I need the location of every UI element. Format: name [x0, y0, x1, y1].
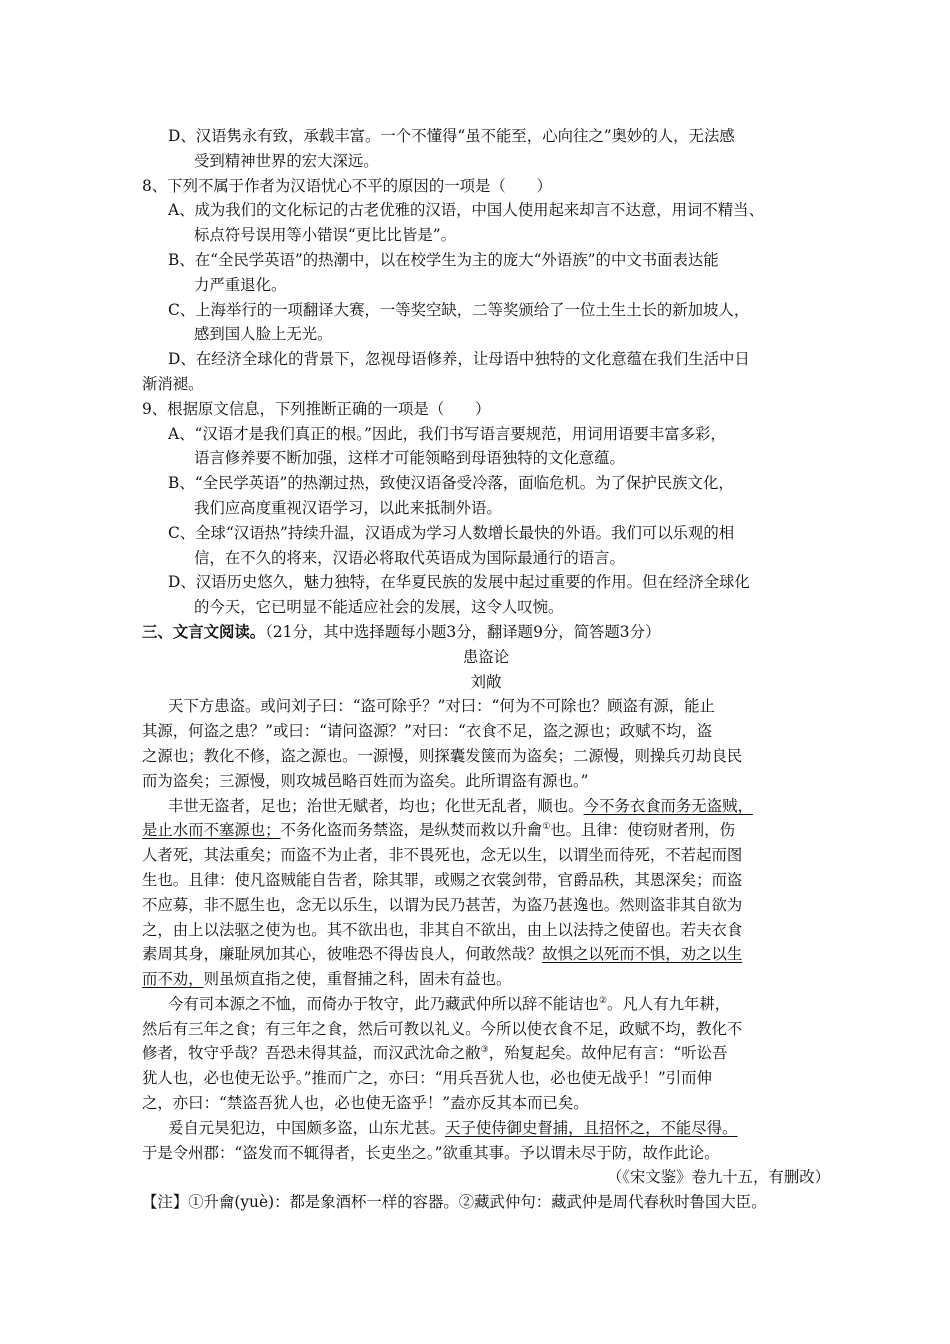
- q8-option-d-line1: D、在经济全球化的背景下，忽视母语修养，让母语中独特的文化意蕴在我们生活中日: [168, 350, 750, 369]
- q9-stem: 9、根据原文信息，下列推断正确的一项是（ ）: [142, 399, 491, 418]
- footnote-marker-3: ③: [480, 1045, 489, 1056]
- q7-option-d-line2: 受到精神世界的宏大深远。: [194, 151, 379, 170]
- underlined-sentence-2a: 故惧之以死而不惧，劝之以生: [542, 945, 743, 964]
- passage-text: 今有司本源之不恤，而倚办于牧守，此乃藏武仲所以辞不能诘也: [168, 994, 599, 1013]
- passage-text: 则虽烦直指之使，重督捕之科，固未有益也。: [203, 970, 512, 989]
- footnote-label: 【注】: [142, 1193, 189, 1212]
- q8-stem: 8、下列不属于作者为汉语忧心不平的原因的一项是（ ）: [142, 176, 552, 195]
- q8-option-a-line1: A、成为我们的文化标记的古老优雅的汉语，中国人使用起来却言不达意，用词不精当、: [168, 201, 764, 220]
- section-3-heading-row: [142, 620, 830, 645]
- footnote-marker-2: ②: [598, 995, 608, 1006]
- passage-p2-line8: [142, 967, 830, 992]
- passage-text: 。凡人有九年耕，: [607, 994, 731, 1013]
- q8-option-b-line2: 力严重退化。: [194, 275, 287, 294]
- passage-p3-line5: 之，亦曰：“禁盗吾犹人也，必也使无盗乎！”盍亦反其本而已矣。: [142, 1094, 589, 1113]
- passage-p4-line1: [142, 1116, 830, 1141]
- document-body: [142, 124, 830, 1215]
- passage-text: 爰自元昊犯边，中国颇多盗，山东尤甚。: [168, 1118, 446, 1137]
- footnote-text: ①升龠(yuè)：都是象酒杯一样的容器。②藏武仲句：藏武仲是周代春秋时鲁国大臣。: [188, 1193, 767, 1212]
- underlined-sentence-2b: 而不劝，: [142, 970, 204, 989]
- section-3-heading: 三、文言文阅读。: [142, 622, 266, 641]
- passage-text: ，殆复起矣。故仲尼有言：“听讼吾: [488, 1044, 728, 1063]
- passage-author: 刘敞: [470, 672, 502, 691]
- underlined-sentence-3: 天子使侍御史督捕，且招怀之，不能尽得。: [445, 1118, 738, 1137]
- passage-p2-line6: 之，由上以法驱之使为也。其不欲出也，非其自不欲出，由上以法持之使留也。若夫衣食: [142, 920, 743, 939]
- q9-option-c-line1: C、全球“汉语热”持续升温，汉语成为学习人数增长最快的外语。我们可以乐观的相: [168, 523, 735, 542]
- passage-p2-line4: 生也。且律：使凡盗贼能自告者，除其罪，或赐之衣裳剑带，官爵品秩，其恩深矣；而盗: [142, 870, 743, 889]
- footnote-row: [142, 1190, 830, 1215]
- section-3-score-note: （21分，其中选择题每小题3分，翻译题9分，简答题3分）: [265, 622, 661, 641]
- passage-p4-line2: 于是令州郡：“盗发而不辄得者，长吏坐之。”欲重其事。予以谓未尽于防，故作此论。: [142, 1143, 720, 1162]
- q9-option-b-line2: 我们应高度重视汉语学习，以此来抵制外语。: [194, 498, 502, 517]
- underlined-sentence-1a: 今不务衣食而务无盗贼，: [583, 796, 753, 815]
- passage-text: 素周其身，廉耻夙加其心，彼唯恐不得齿良人，何敢然哉？: [142, 945, 543, 964]
- passage-source: （《宋文鉴》卷九十五，有删改）: [606, 1168, 830, 1187]
- passage-p1-line1: 天下方患盗。或问刘子曰：“盗可除乎？”对曰：“何为不可除也？顾盗有源，能止: [168, 697, 715, 716]
- q9-option-d-line1: D、汉语历史悠久，魅力独特，在华夏民族的发展中起过重要的作用。但在经济全球化: [168, 573, 750, 592]
- underlined-sentence-1b: 是止水而不塞源也；: [142, 821, 281, 840]
- passage-p2-line7: [142, 942, 830, 967]
- passage-p2-line2: [142, 818, 830, 843]
- footnote-marker-1: ①: [542, 822, 551, 833]
- passage-text: 不务化盗而务禁盗，是纵焚而救以升龠: [280, 821, 543, 840]
- q8-option-c-line1: C、上海举行的一项翻译大赛，一等奖空缺，二等奖颁给了一位土生土长的新加坡人，: [168, 300, 750, 319]
- passage-p1-line2: 其源，何盗之患？”或曰：“请问盗源？”对曰：“衣食不足，盗之源也；政赋不均，盗: [142, 722, 713, 741]
- q9-option-c-line2: 信，在不久的将来，汉语必将取代英语成为国际最通行的语言。: [194, 548, 625, 567]
- q8-option-a-line2: 标点符号误用等小错误“更比比皆是”。: [194, 226, 456, 245]
- passage-p2-line5: 不应募，非不愿生也，念无以乐生，以谓为民乃甚苦，为盗乃甚逸也。然则盗非其自欲为: [142, 895, 743, 914]
- q7-option-d-line1: D、汉语隽永有致，承载丰富。一个不懂得“虽不能至，心向往之”奥妙的人，无法感: [168, 127, 735, 145]
- passage-p2-line3: 人者死，其法重矣；而盗不为止者，非不畏死也，念无以生，以谓坐而待死，不若起而图: [142, 846, 743, 865]
- passage-text: 丰世无盗者，足也；治世无赋者，均也；化世无乱者，顺也。: [168, 796, 584, 815]
- q8-option-d-line2: 渐消褪。: [142, 374, 204, 393]
- passage-p3-line2: 然后有三年之食；有三年之食，然后可教以礼义。今所以使衣食不足，政赋不均，教化不: [142, 1019, 743, 1038]
- passage-p3-line4: 犹人也，必也使无讼乎。”推而广之，亦曰：“用兵吾犹人也，必也使无战乎！”引而伸: [142, 1069, 712, 1088]
- passage-p2-line1: [142, 794, 830, 819]
- q9-option-a-line1: A、“汉语才是我们真正的根。”因此，我们书写语言要规范，用词用语要丰富多彩，: [168, 424, 726, 443]
- q8-option-c-line2: 感到国人脸上无光。: [194, 325, 333, 344]
- passage-p1-line3: 之源也；教化不修，盗之源也。一源慢，则探囊发箧而为盗矣；二源慢，则操兵刃劫良民: [142, 746, 743, 765]
- q8-option-b-line1: B、在“全民学英语”的热潮中，以在校学生为主的庞大“外语族”的中文书面表达能: [168, 250, 719, 269]
- passage-p1-line4: 而为盗矣；三源慢，则攻城邑略百姓而为盗矣。此所谓盗有源也。”: [142, 771, 589, 790]
- q9-option-a-line2: 语言修养要不断加强，这样才可能领略到母语独特的文化意蕴。: [194, 449, 625, 468]
- passage-p3-line1: [142, 992, 830, 1017]
- q9-option-b-line1: B、“全民学英语”的热潮过热，致使汉语备受冷落，面临危机。为了保护民族文化，: [168, 474, 734, 493]
- passage-text: 也。且律：使窃财者刑，伤: [550, 821, 735, 840]
- q9-option-d-line2: 的今天，它已明显不能适应社会的发展，这令人叹惋。: [194, 598, 564, 617]
- passage-title: 患盗论: [462, 647, 510, 666]
- passage-text: 修者，牧守乎哉？吾恐未得其益，而汉武沈命之敝: [142, 1044, 481, 1063]
- passage-p3-line3: [142, 1041, 830, 1066]
